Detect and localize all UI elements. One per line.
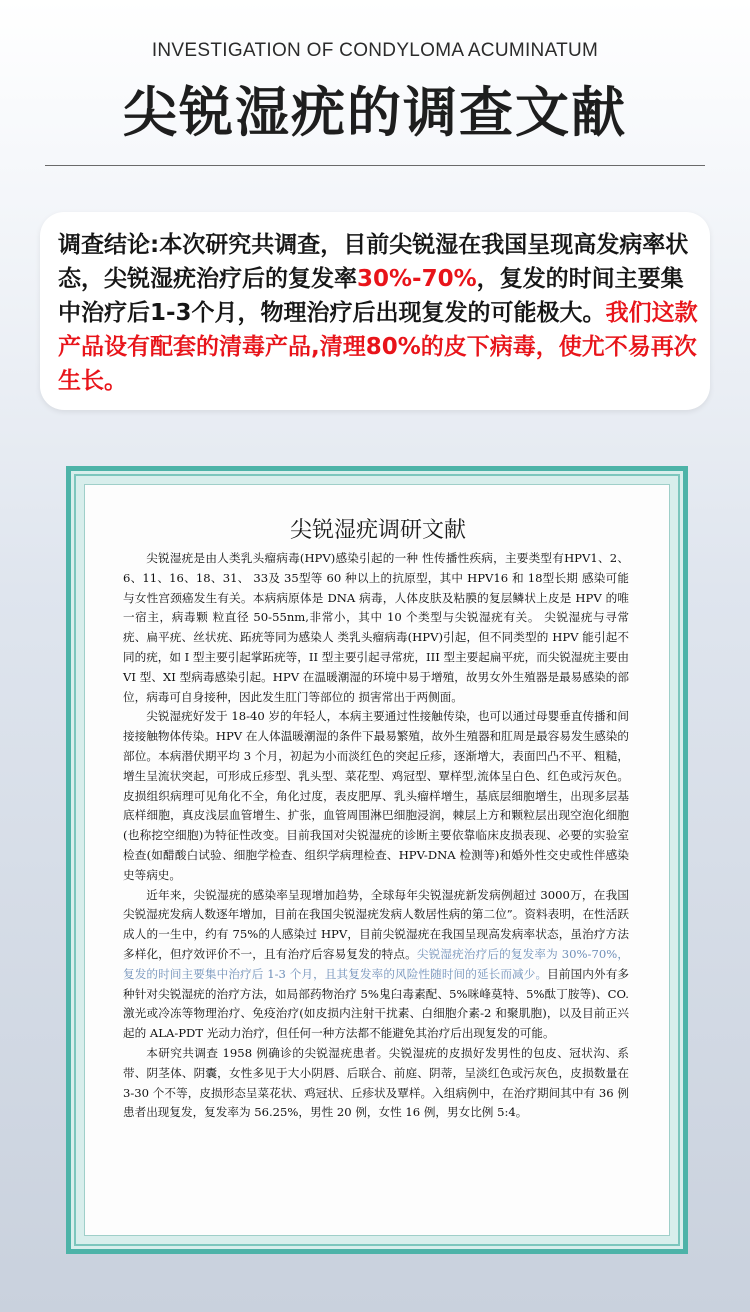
page-title: 尖锐湿疣的调查文献 xyxy=(123,81,627,144)
document-body xyxy=(123,549,629,1123)
summary-card xyxy=(40,212,710,410)
document-paragraph-4: 本研究共调查 1958 例确诊的尖锐湿疣患者。尖锐湿疣的皮损好发男性的包皮、冠状沟、系带、阴茎体、阴囊，女性多见于大小阴唇、后联合、前庭、阴蒂，呈淡红色或污灰色，皮损数量在 3-30 个不等，皮损形态呈菜花状、鸡冠状、丘疹状及覃样。入组病例中，在治疗期间其中有 36 例患者出现复发，复发率为 56.25%，男性 20 例，女性 16 例，男女比例 5:4。 xyxy=(123,1045,629,1120)
paragraph-3-end: 目前国内外有多种针对尖锐湿疣的治疗方法，如局部药物治疗 5%鬼臼毒素配、5%咪峰莫特、5%酞丁胺等)、CO.激光或冷冻等物理治疗、免疫治疗(如皮损内注射干扰素、白细胞介素-2 和聚肌胞)，以及目前正兴起的 ALA-PDT 光动力治疗，但任何一种方法都不能避免其治疗后出现复发的可能。 xyxy=(123,966,629,1041)
document-paragraph-1: 尖锐湿疣是由人类乳头瘤病毒(HPV)感染引起的一种 性传播性疾病，主要类型有HPV1、2、6、11、16、18、31、 33及 35型等 60 种以上的抗原型，其中 HPV16 和 18型长期 感染可能与女性宫颈癌发生有关。本病病原体是 DNA 病毒，人体皮肤及粘膜的复层鳞状上皮是 HPV 的唯一宿主，病毒颗 粒直径 50-55nm,非常小，其中 10 个类型与尖锐湿疣有关。 尖锐湿疣与寻常疣、扁平疣、丝状疣、跖疣等同为感染人 类乳头瘤病毒(HPV)引起，但不同类型的 HPV 能引起不同的疣，如 I 型主要引起掌跖疣等，II 型主要引起寻常疣，III 型主要起扁平疣，而尖锐湿疣主要由 VI 型、XI 型病毒感染引起。HPV 在温暖潮湿的环境中易于增殖，故男女外生殖器是最易感染的部位，病毒可自身接种，因此发生肛门等部位的 损害常出于两侧面。 xyxy=(123,551,629,704)
paragraph-3-start: 近年来，尖锐湿疣的感染率呈现增加趋势，全球每年尖锐湿疣新发病例超过 3000万，在我国尖锐湿疣发病人数逐年增加，目前在我国尖锐湿疣发病人数居性病的第二位”。资料表明，在性活跃成人的一生中，约有 75%的人感染过 HPV，目前尖锐湿疣在我国呈现高发病率状态，虽治疗方法多样化，但疗效评价不一，且有治疗后容易复发的特点。 xyxy=(123,887,629,961)
summary-text xyxy=(58,228,698,398)
document-title: 尖锐湿疣调研文献 xyxy=(289,518,466,543)
summary-text-part2: ，复发的时间主要集中治疗后1-3个月，物理治疗后出现复发的可能极大。 xyxy=(58,266,684,326)
product-highlight: 我们这款产品设有配套的清毒产品,清理80%的皮下病毒，使尤不易再次生长。 xyxy=(58,300,698,394)
document-paper xyxy=(84,484,670,1236)
recurrence-rate: 30%-70% xyxy=(357,266,477,292)
header-subtitle: INVESTIGATION OF CONDYLOMA ACUMINATUM xyxy=(151,40,599,61)
title-divider xyxy=(45,165,705,166)
summary-text-part1: 调查结论:本次研究共调查，目前尖锐湿在我国呈现高发病率状态，尖锐湿疣治疗后的复发率 xyxy=(58,232,689,292)
document-paragraph-3 xyxy=(123,886,629,1044)
recurrence-highlight: 尖锐湿疣治疗后的复发率为 30%-70%，复发的时间主要集中治疗后 1-3 个月，且其复发率的风险性随时间的延长而减少。 xyxy=(123,946,629,981)
document-paragraph-2: 尖锐湿疣好发于 18-40 岁的年轻人，本病主要通过性接触传染，也可以通过母婴垂直传播和间接接触物体传染。HPV 在人体温暖潮湿的条件下最易繁殖，故外生殖器和肛周是最容易发生感染的部位。本病潜伏期平均 3 个月，初起为小而淡红色的突起丘疹，逐渐增大，表面凹凸不平、粗糙，增生呈流状突起，可形成丘疹型、乳头型、菜花型、鸡冠型、覃样型,流体呈白色、红色或污灰色。皮损组织病理可见角化不全，角化过度，表皮肥厚、乳头瘤样增生，基底层细胞增生，出现多层基底样细胞，真皮浅层血管增生、扩张，血管周围淋巴细胞浸润，棘层上方和颗粒层出现空泡化细胞(也称挖空细胞)为特征性改变。目前我国对尖锐湿疣的诊断主要依靠临床皮损表现、必要的实验室检查(如醋酸白试验、细胞学检查、组织学病理检查、HPV-DNA 检测等)和婚外性交史或性伴感染史等病史。 xyxy=(123,709,629,882)
